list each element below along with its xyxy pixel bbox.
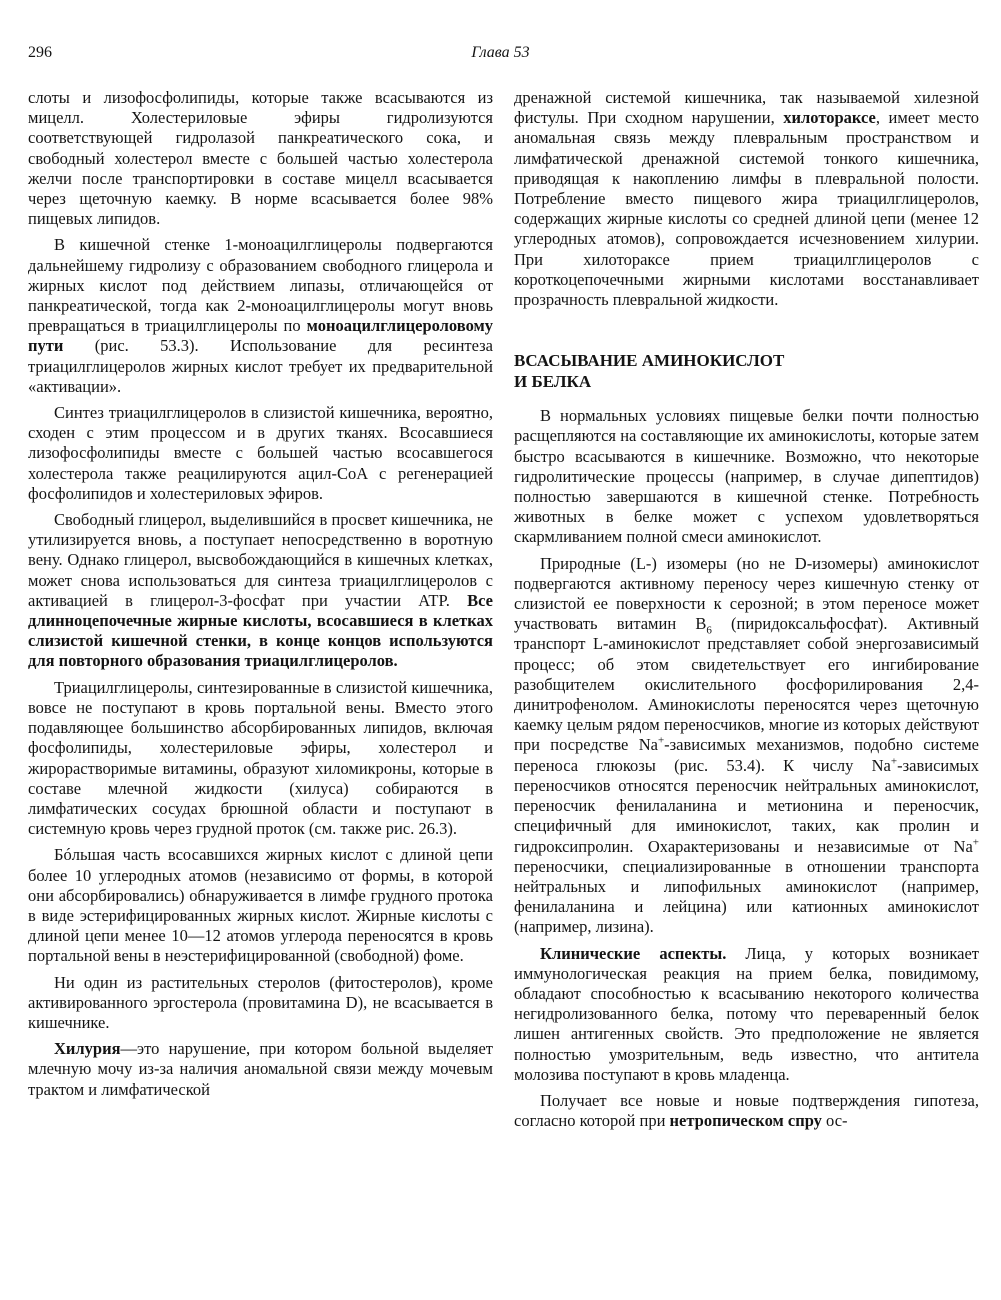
paragraph: В нормальных условиях пищевые белки почти полностью расщепляются на составляющие их аминокислоты, которые затем быстро всасываются в кишечнике. Возможно, что некоторые гидролитические процессы (например, в случае дипептидов) полностью завершаются в кишечной стенке. Потребность животных в белке может с успехом удовлетворяться скармливанием полной смеси аминокислот. [514, 406, 979, 547]
right-column [514, 88, 979, 1137]
paragraph: Хилурия—это нарушение, при котором больной выделяет млечную мочу из-за наличия аномальной связи между мочевым трактом и лимфатической [28, 1039, 493, 1099]
superscript: + [657, 734, 665, 747]
paragraph: Свободный глицерол, выделившийся в просвет кишечника, не утилизируется вновь, а поступает непосредственно в воротную вену. Однако глицерол, высвобождающийся в кишечных клетках, может снова использоваться для синтеза триацилглицеролов с активацией в глицерол-3-фосфат при участии ATP. Все длинноцепочечные жирные кислоты, всосавшиеся в клетках слизистой кишечной стенки, в конце концов используются для повторного образования триацилглицеролов. [28, 510, 493, 671]
bold-term: Хилурия [54, 1039, 121, 1059]
paragraph: Триацилглицеролы, синтезированные в слизистой кишечника, вовсе не поступают в кровь портальной вены. Вместо этого подавляющее большинство абсорбированных липидов, включая фосфолипиды, холестериловые эфиры, холестерол и жирорастворимые витамины, образуют хиломикроны, которые в составе млечной жидкости (хилуса) собираются в лимфатических сосудах брюшной области и поступают в системную кровь через грудной проток (см. также рис. 26.3). [28, 677, 493, 839]
superscript: + [972, 836, 979, 848]
subscript: 6 [706, 624, 712, 637]
paragraph: слоты и лизофосфолипиды, которые также всасываются из мицелл. Холестериловые эфиры гидролизуются соответствующей гидролазой панкреатического сока, и свободный холестерол вместе с большей частью холестерола желчи после транспортировки в составе мицелл всасывается через щеточную каемку. В норме всасывается более 98% пищевых липидов. [28, 88, 493, 229]
chapter-title: Глава 53 [471, 44, 530, 61]
paragraph: Бóльшая часть всосавшихся жирных кислот с длиной цепи более 10 углеродных атомов (независимо от формы, в которой они абсорбировались) обнаруживается в лимфе грудного протока в виде эстерифицированных жирных кислот. Жирные кислоты с длиной цепи менее 10—12 атомов углерода переносятся в кровь портальной вены в неэстерифицированной (свободной) фоме. [28, 845, 493, 966]
bold-term: хилотораксе [783, 108, 876, 128]
left-column [28, 88, 493, 1106]
bold-statement: Все длинноцепочечные жирные кислоты, всосавшиеся в клетках слизистой кишечной стенки, в конце концов используются для повторного образования триацилглицеролов. [28, 590, 493, 671]
paragraph: Природные (L-) изомеры (но не D-изомеры) аминокислот подвергаются активному переносу через кишечную стенку от слизистой ее поверхности к серозной; в этом переносе может участвовать витамин $B_6$ (пиридоксальфосфат). Активный транспорт L-аминокислот представляет собой энергозависимый процесс; об этом свидетельствует его ингибирование разобщителем окислительного фосфорилирования 2,4-динитрофенолом. Аминокислоты переносятся через щеточную каемку целым рядом переносчиков, многие из которых действуют при посредстве Na+-зависимых механизмов, подобно системе переноса глюкозы (рис. 53.4). К числу Na+-зависимых переносчиков относятся переносчик нейтральных аминокислот, переносчик фенилаланина и метионина и переносчик, специфичный для иминокислот, таких, как пролин и гидроксипролин. Охарактеризованы и независимые от Na+ переносчики, специализированные в отношении транспорта нейтральных и липофильных аминокислот (например, фенилаланина и лейцина) или катионных аминокислот (например, лизина). [514, 553, 979, 937]
bold-term: моноацилглицероловому пути [28, 316, 493, 356]
page-number: 296 [28, 44, 52, 61]
paragraph: Получает все новые и новые подтверждения гипотеза, согласно которой при нетропическом спру ос- [514, 1090, 979, 1131]
paragraph: Ни один из растительных стеролов (фитостеролов), кроме активированного эргостерола (провитамина D), не всасывается в кишечнике. [28, 972, 493, 1032]
bold-term: Клинические аспекты. [540, 943, 727, 963]
paragraph: Клинические аспекты. Лица, у которых возникает иммунологическая реакция на прием белка, повидимому, обладают способностью к всасыванию некоторого количества негидролизованного белка, потому что переваренный белок лишен антигенных свойств. Это предположение не является полностью умозрительным, ведь известно, что антитела молозива поступают в кровь младенца. [514, 943, 979, 1084]
section-heading: ВСАСЫВАНИЕ АМИНОКИСЛОТ И БЕЛКА [514, 351, 785, 392]
superscript: + [890, 755, 898, 768]
bold-term: нетропическом спру [669, 1111, 822, 1131]
paragraph: В кишечной стенке 1-моноацилглицеролы подвергаются дальнейшему гидролизу с образованием свободного глицерола и жирных кислот под действием липазы, отличающейся от панкреатической, тогда как 2-моноацилглицеролы могут вновь превращаться в триацилглицеролы по моноацилглицероловому пути (рис. 53.3). Использование для ресинтеза триацилглицеролов жирных кислот требует их предварительной «активации». [28, 235, 493, 396]
paragraph: дренажной системой кишечника, так называемой хилезной фистулы. При сходном нарушении, хилотораксе, имеет место аномальная связь между плевральным пространством и лимфатической дренажной системой тонкого кишечника, приводящая к накоплению лимфы в плевральной полости. Потребление вместо пищевого жира триацилглицеролов, содержащих жирные кислоты со средней длиной цепи (менее 12 углеродных атомов), сопровождается исчезновением хилурии. При хилотораксе прием триацилглицеролов с короткоцепочечными жирными кислотами восстанавливает прозрачность плевральной жидкости. [514, 88, 979, 310]
paragraph: Синтез триацилглицеролов в слизистой кишечника, вероятно, сходен с этим процессом и в других тканях. Всосавшиеся лизофосфолипиды вместе с большей частью всосавшегося холестерола также реацилируются ацил-CoA с регенерацией фосфолипидов и холестериловых эфиров. [28, 403, 493, 503]
